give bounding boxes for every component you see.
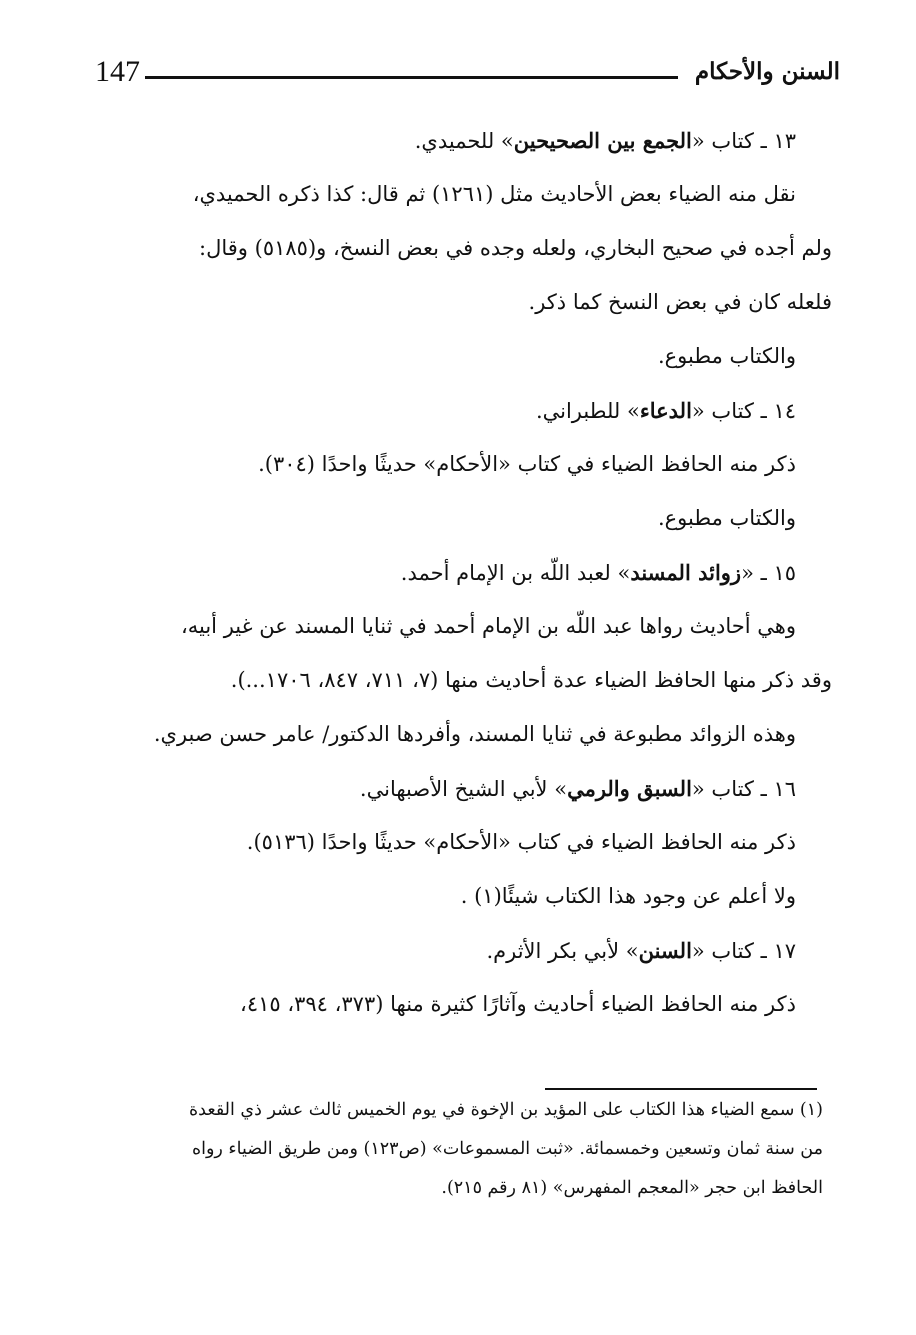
page-header xyxy=(95,52,840,96)
text-segment: والكتاب مطبوع. xyxy=(657,344,796,368)
text-segment: ذكر منه الحافظ الضياء في كتاب «الأحكام» حديثًا واحدًا (٣٠٤). xyxy=(258,452,796,476)
text-segment: والكتاب مطبوع. xyxy=(657,506,796,530)
text-segment: ١٤ ـ كتاب « xyxy=(691,399,796,423)
text-segment: » لأبي بكر الأثرم. xyxy=(486,939,639,963)
text-segment: ذكر منه الحافظ الضياء أحاديث وآثارًا كثيرة منها (٣٧٣، ٣٩٤، ٤١٥، xyxy=(240,992,796,1016)
page-number: 147 xyxy=(95,55,140,88)
text-segment: » لعبد اللّه بن الإمام أحمد. xyxy=(400,561,631,585)
text-segment: ذكر منه الحافظ الضياء في كتاب «الأحكام» حديثًا واحدًا (٥١٣٦). xyxy=(246,830,796,854)
footnote-separator xyxy=(545,1088,817,1090)
header-rule xyxy=(145,76,678,79)
text-segment: ولم أجده في صحيح البخاري، ولعله وجده في بعض النسخ، و(٥١٨٥) وقال: xyxy=(199,236,832,260)
book-title: زوائد المسند xyxy=(630,560,742,585)
body-line xyxy=(76,722,796,746)
body-line xyxy=(76,938,796,963)
body-line xyxy=(76,182,796,206)
text-segment: ١٧ ـ كتاب « xyxy=(691,939,796,963)
book-title: الجمع بين الصحيحين xyxy=(513,128,692,153)
text-segment: » للحميدي. xyxy=(414,129,514,153)
text-segment: ١٦ ـ كتاب « xyxy=(691,777,796,801)
text-segment: وهي أحاديث رواها عبد اللّه بن الإمام أحمد في ثنايا المسند عن غير أبيه، xyxy=(180,614,796,638)
text-segment: نقل منه الضياء بعض الأحاديث مثل (١٢٦١) ثم قال: كذا ذكره الحميدي، xyxy=(192,182,796,206)
body-line xyxy=(76,776,796,801)
body-line xyxy=(112,236,832,260)
body-line xyxy=(76,506,796,530)
text-segment: وهذه الزوائد مطبوعة في ثنايا المسند، وأفردها الدكتور/ عامر حسن صبري. xyxy=(153,722,796,746)
body-line xyxy=(112,290,832,314)
running-title: السنن والأحكام xyxy=(694,58,840,85)
body-line xyxy=(76,452,796,476)
book-title: السبق والرمي xyxy=(567,776,692,801)
body-line xyxy=(76,992,796,1016)
body-line xyxy=(76,830,796,854)
footnote-line: الحافظ ابن حجر «المعجم المفهرس» (٨١ رقم ٢١٥). xyxy=(441,1178,823,1198)
text-segment: وقد ذكر منها الحافظ الضياء عدة أحاديث منها (٧، ٧١١، ٨٤٧، ١٧٠٦...). xyxy=(230,668,832,692)
footnote-line: من سنة ثمان وتسعين وخمسمائة. «ثبت المسموعات» (ص١٢٣) ومن طريق الضياء رواه xyxy=(191,1139,823,1159)
body-line xyxy=(76,128,796,153)
body-line xyxy=(76,344,796,368)
body-line xyxy=(76,614,796,638)
text-segment: ١٥ ـ « xyxy=(741,561,796,585)
text-segment: فلعله كان في بعض النسخ كما ذكر. xyxy=(528,290,832,314)
body-line xyxy=(76,560,796,585)
body-line xyxy=(112,668,832,692)
text-segment: » للطبراني. xyxy=(535,399,640,423)
text-segment: ١٣ ـ كتاب « xyxy=(691,129,796,153)
text-segment: » لأبي الشيخ الأصبهاني. xyxy=(359,777,568,801)
footnote-line: (١) سمع الضياء هذا الكتاب على المؤيد بن الإخوة في يوم الخميس ثالث عشر ذي القعدة xyxy=(189,1100,823,1120)
text-segment: ولا أعلم عن وجود هذا الكتاب شيئًا(١) . xyxy=(460,884,796,908)
book-title: السنن xyxy=(638,938,692,963)
body-line xyxy=(76,884,796,908)
book-title: الدعاء xyxy=(639,398,692,423)
body-line xyxy=(76,398,796,423)
